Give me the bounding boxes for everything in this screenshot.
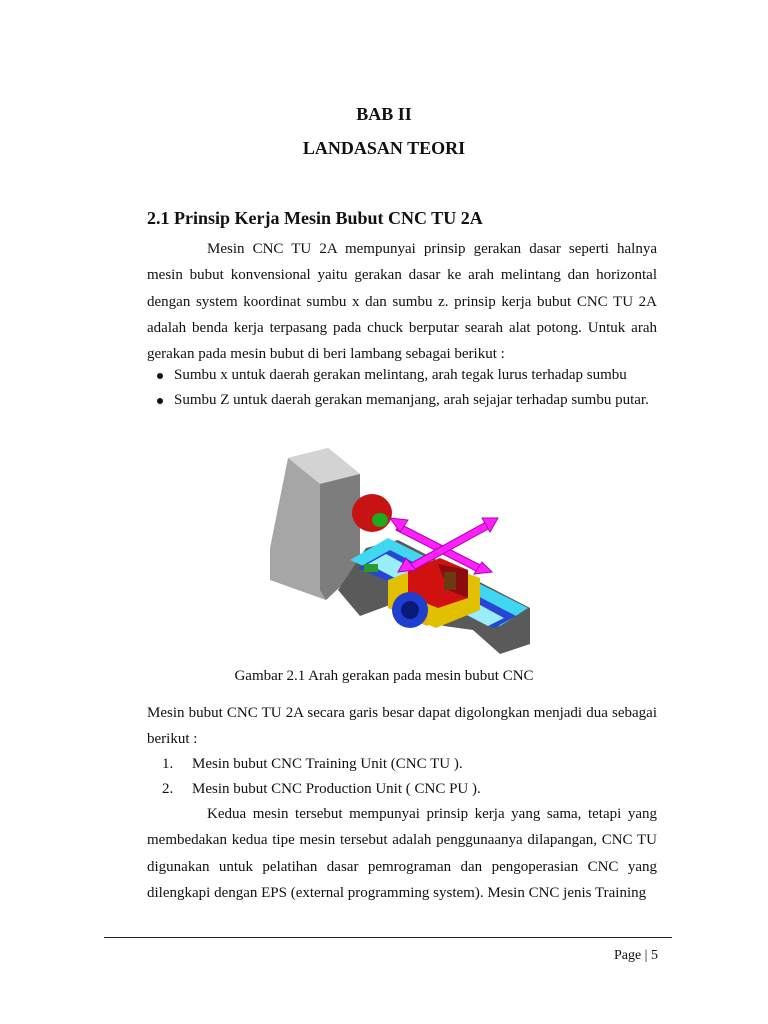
bullet-text: Sumbu Z untuk daerah gerakan memanjang, arah sejajar terhadap sumbu putar. [174,392,649,408]
figure-caption: Gambar 2.1 Arah gerakan pada mesin bubut CNC [234,668,534,684]
list-number: 1. [162,756,174,772]
footer-divider [104,937,672,938]
classification-paragraph [147,801,657,906]
cnc-lathe-figure [268,440,536,654]
chuck-jaw-shape [372,513,388,527]
section-heading: 2.1 Prinsip Kerja Mesin Bubut CNC TU 2A [147,208,483,228]
bullet-text: Sumbu x untuk daerah gerakan melintang, arah tegak lurus terhadap sumbu [174,367,627,383]
list-text: Mesin bubut CNC Production Unit ( CNC PU ). [192,781,481,797]
paragraph-text: Mesin CNC TU 2A mempunyai prinsip gerakan dasar seperti halnya mesin bubut konvensional yaitu gerakan dasar ke arah melintang dan horizontal dengan system koordinat sumbu x dan sumbu z. prinsip kerja bubut CNC TU 2A adalah benda kerja terpasang pada chuck berputar searah alat potong. Untuk arah gerakan pada mesin bubut di beri lambang sebagai berikut : [147,241,657,363]
bracket-shape [364,564,378,572]
list-number: 2. [162,781,174,797]
chapter-title: LANDASAN TEORI [302,138,466,158]
axis-bullet-list [147,363,667,413]
list-item [162,777,481,802]
paragraph-text: Kedua mesin tersebut mempunyai prinsip kerja yang sama, tetapi yang membedakan kedua tipe mesin tersebut adalah penggunaanya dilapangan, CNC TU digunakan untuk pelatihan dasar pemrograman dan pengoperasian CNC yang dilengkapi dengan EPS (external programming system). Mesin CNC jenis Training [147,806,657,901]
handwheel-hub-shape [401,601,419,619]
bullet-item [147,388,667,413]
page-number: Page | 5 [613,948,658,963]
list-text: Mesin bubut CNC Training Unit (CNC TU ). [192,756,463,772]
bullet-dot-icon [157,398,163,404]
chapter-number: BAB II [356,104,412,124]
machine-type-list [162,752,481,802]
bullet-item [147,363,667,388]
classification-intro [147,700,657,753]
chuck-shape [352,494,392,532]
tool-post-shape [444,572,456,590]
intro-text: Mesin bubut CNC TU 2A secara garis besar dapat digolongkan menjadi dua sebagai berikut : [147,705,657,748]
bullet-dot-icon [157,373,163,379]
list-item [162,752,481,777]
cnc-lathe-illustration [268,440,536,654]
section-paragraph [147,236,657,367]
